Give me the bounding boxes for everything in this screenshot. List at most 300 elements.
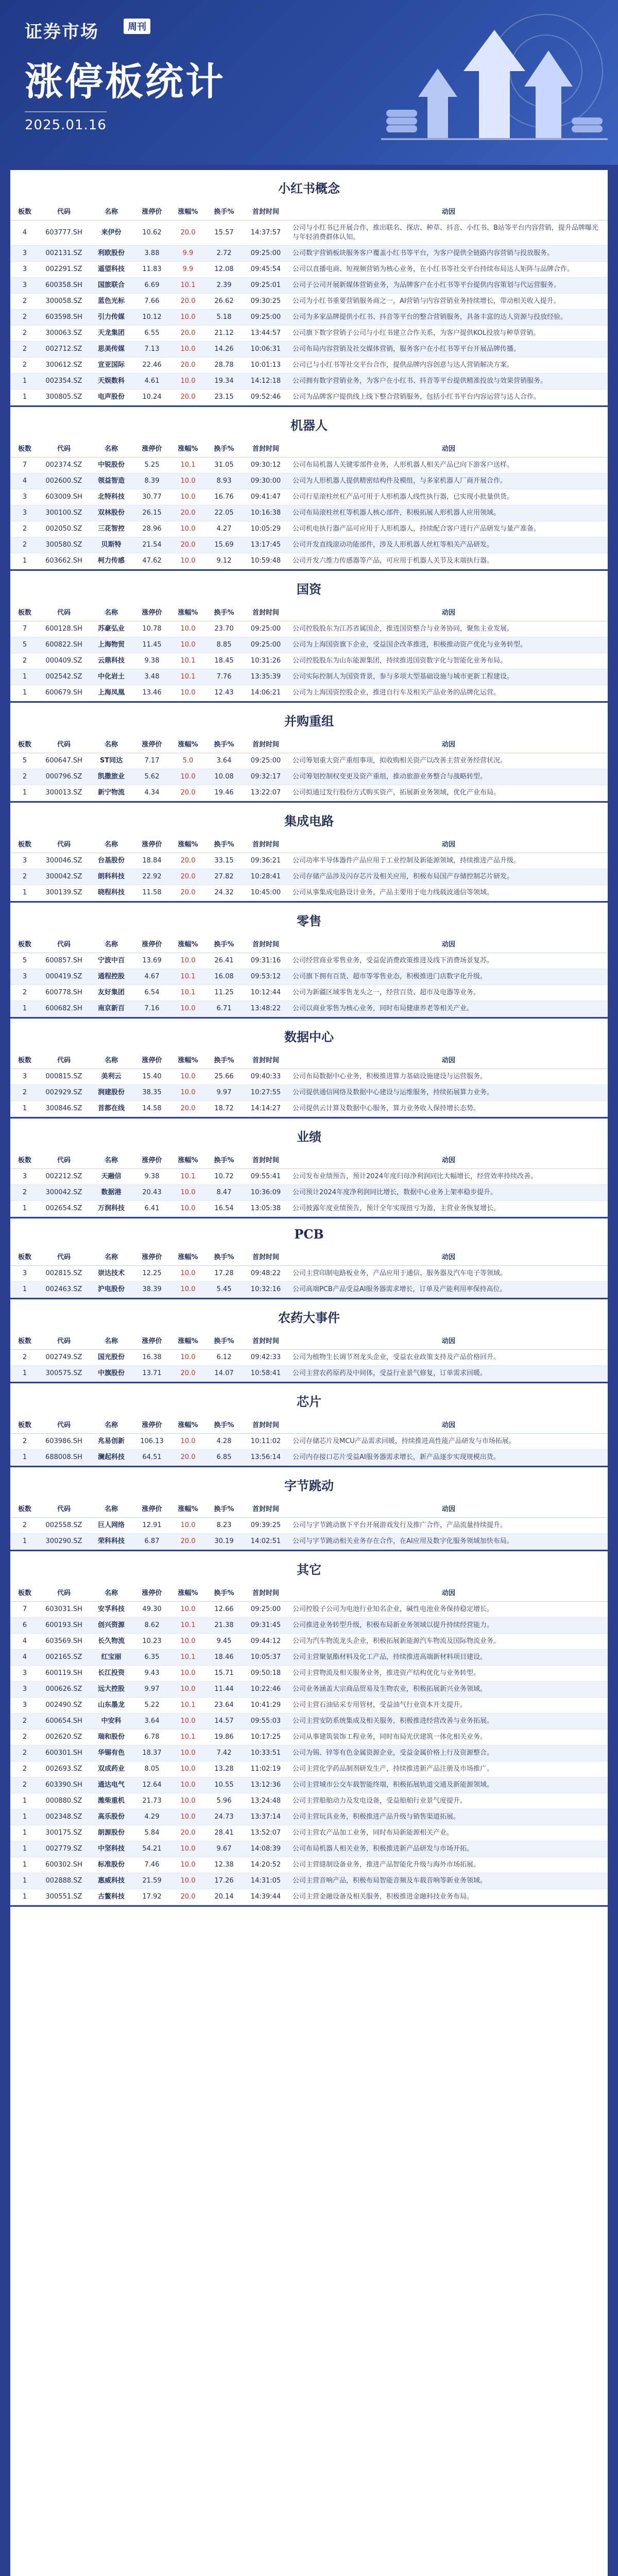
column-header: 首封时间 xyxy=(242,1150,289,1169)
column-header: 动因 xyxy=(289,834,608,853)
stock-name-cell: 思美传媒 xyxy=(89,342,134,358)
limit-price-cell: 20.43 xyxy=(134,1185,170,1201)
gain-pct-cell: 10.0 xyxy=(170,1069,206,1085)
first-seal-time-cell: 09:30:00 xyxy=(242,473,289,489)
limit-price-cell: 38.35 xyxy=(134,1085,170,1101)
stock-name-cell: 天融信 xyxy=(89,1169,134,1185)
reason-cell: 公司布局内容营销及社交媒体营销，服务客户在小红书等平台开展品牌传播。 xyxy=(289,342,608,358)
column-header: 涨幅% xyxy=(170,1331,206,1350)
stock-code-cell: 002600.SZ xyxy=(39,473,89,489)
stock-name-cell: 惠威科技 xyxy=(89,1873,134,1889)
turnover-cell: 19.34 xyxy=(206,374,242,389)
column-header: 动因 xyxy=(289,438,608,457)
stock-name-cell: 华锡有色 xyxy=(89,1745,134,1761)
table-row xyxy=(10,1618,608,1634)
table-row xyxy=(10,358,608,374)
turnover-cell: 21.12 xyxy=(206,326,242,342)
table-row xyxy=(10,1730,608,1745)
column-header: 涨幅% xyxy=(170,438,206,457)
turnover-cell: 8.85 xyxy=(206,637,242,653)
gain-pct-cell: 10.0 xyxy=(170,521,206,537)
limit-price-cell: 22.92 xyxy=(134,869,170,885)
stock-name-cell: 双成药业 xyxy=(89,1761,134,1777)
reason-cell: 公司提供云计算及数据中心服务，算力业务收入保持增长态势。 xyxy=(289,1101,608,1117)
stock-name-cell: 山东墨龙 xyxy=(89,1698,134,1714)
column-header: 名称 xyxy=(89,934,134,953)
table-row xyxy=(10,669,608,685)
column-header: 涨停价 xyxy=(134,1499,170,1518)
column-header: 换手% xyxy=(206,1247,242,1266)
stock-name-cell: 首都在线 xyxy=(89,1101,134,1117)
limit-price-cell: 7.16 xyxy=(134,1001,170,1017)
first-seal-time-cell: 10:31:26 xyxy=(242,653,289,669)
reason-cell: 公司发布业绩预告，预计2024年度归母净利润同比大幅增长，经营效率持续改善。 xyxy=(289,1169,608,1185)
stock-code-cell: 002620.SZ xyxy=(39,1730,89,1745)
column-header: 首封时间 xyxy=(242,1331,289,1350)
first-seal-time-cell: 10:32:16 xyxy=(242,1282,289,1298)
reason-cell: 公司旗下拥有百货、超市等零售业态，积极推进门店数字化升级。 xyxy=(289,969,608,985)
reason-cell: 公司为锡、锌等有色金属资源企业，受益金属价格上行及资源整合。 xyxy=(289,1745,608,1761)
section xyxy=(10,1551,608,1907)
gain-pct-cell: 10.0 xyxy=(170,637,206,653)
board-count-cell: 4 xyxy=(10,1634,39,1650)
first-seal-time-cell: 09:25:00 xyxy=(242,753,289,769)
limit-up-table xyxy=(10,934,608,1017)
gain-pct-cell: 10.0 xyxy=(170,1682,206,1698)
first-seal-time-cell: 09:25:00 xyxy=(242,1602,289,1618)
reason-cell: 公司从事集成电路设计业务，产品主要用于电力线载波通信等领域。 xyxy=(289,885,608,901)
stock-name-cell: 北特科技 xyxy=(89,489,134,505)
stock-name-cell: 凯撒旅业 xyxy=(89,769,134,785)
table-row xyxy=(10,785,608,801)
table-row xyxy=(10,457,608,473)
turnover-cell: 16.54 xyxy=(206,1201,242,1217)
column-header: 动因 xyxy=(289,934,608,953)
gain-pct-cell: 10.0 xyxy=(170,769,206,785)
first-seal-time-cell: 14:12:18 xyxy=(242,374,289,389)
first-seal-time-cell: 13:17:45 xyxy=(242,537,289,553)
stock-name-cell: 数据港 xyxy=(89,1185,134,1201)
stock-name-cell: 双林股份 xyxy=(89,505,134,521)
column-header: 代码 xyxy=(39,1415,89,1434)
first-seal-time-cell: 09:48:22 xyxy=(242,1266,289,1282)
reason-cell: 公司为植物生长调节剂龙头企业，受益农业政策支持及产品价格回升。 xyxy=(289,1350,608,1366)
limit-price-cell: 10.62 xyxy=(134,221,170,246)
board-count-cell: 5 xyxy=(10,753,39,769)
stock-name-cell: 润建股份 xyxy=(89,1085,134,1101)
table-row xyxy=(10,1873,608,1889)
limit-price-cell: 12.91 xyxy=(134,1518,170,1534)
column-header: 名称 xyxy=(89,1331,134,1350)
section-title: 字节跳动 xyxy=(284,1478,334,1493)
board-count-cell: 6 xyxy=(10,1618,39,1634)
turnover-cell: 27.82 xyxy=(206,869,242,885)
reason-cell: 公司旗下数字营销子公司与小红书建立合作关系，为客户提供KOL投放与种草营销。 xyxy=(289,326,608,342)
board-count-cell: 2 xyxy=(10,653,39,669)
board-count-cell: 3 xyxy=(10,1666,39,1682)
limit-price-cell: 6.78 xyxy=(134,1730,170,1745)
column-header: 涨幅% xyxy=(170,1499,206,1518)
reason-cell: 公司主营石油钻采专用管材，受益油气行业资本开支提升。 xyxy=(289,1698,608,1714)
stock-code-cell: 002348.SZ xyxy=(39,1809,89,1825)
first-seal-time-cell: 10:12:44 xyxy=(242,985,289,1001)
limit-up-table xyxy=(10,734,608,801)
gain-pct-cell: 20.0 xyxy=(170,358,206,374)
limit-price-cell: 6.55 xyxy=(134,326,170,342)
limit-price-cell: 106.13 xyxy=(134,1434,170,1450)
column-header: 涨幅% xyxy=(170,1415,206,1434)
stock-name-cell: 贝斯特 xyxy=(89,537,134,553)
limit-price-cell: 7.13 xyxy=(134,342,170,358)
gain-pct-cell: 20.0 xyxy=(170,1450,206,1466)
first-seal-time-cell: 09:32:17 xyxy=(242,769,289,785)
table-header-row xyxy=(10,1415,608,1434)
stock-code-cell: 000880.SZ xyxy=(39,1793,89,1809)
stock-name-cell: 天龙集团 xyxy=(89,326,134,342)
stock-code-cell: 002779.SZ xyxy=(39,1841,89,1857)
table-row xyxy=(10,1185,608,1201)
column-header: 涨停价 xyxy=(134,834,170,853)
board-count-cell: 1 xyxy=(10,885,39,901)
gain-pct-cell: 10.1 xyxy=(170,1730,206,1745)
column-header: 涨停价 xyxy=(134,1583,170,1602)
gain-pct-cell: 10.1 xyxy=(170,457,206,473)
table-row xyxy=(10,869,608,885)
turnover-cell: 18.45 xyxy=(206,653,242,669)
first-seal-time-cell: 13:44:57 xyxy=(242,326,289,342)
table-row xyxy=(10,1698,608,1714)
first-seal-time-cell: 13:37:14 xyxy=(242,1809,289,1825)
board-count-cell: 2 xyxy=(10,1714,39,1730)
gain-pct-cell: 10.0 xyxy=(170,1350,206,1366)
table-header-row xyxy=(10,1331,608,1350)
turnover-cell: 18.46 xyxy=(206,1650,242,1666)
turnover-cell: 33.15 xyxy=(206,853,242,869)
turnover-cell: 15.57 xyxy=(206,221,242,246)
stock-code-cell: 600128.SH xyxy=(39,621,89,637)
column-header: 涨停价 xyxy=(134,1150,170,1169)
stock-name-cell: 创兴资源 xyxy=(89,1618,134,1634)
stock-name-cell: 三花智控 xyxy=(89,521,134,537)
reason-cell: 公司布局数据中心业务，积极推进算力基础设施建设与运营服务。 xyxy=(289,1069,608,1085)
first-seal-time-cell: 13:22:07 xyxy=(242,785,289,801)
gain-pct-cell: 10.0 xyxy=(170,1714,206,1730)
board-count-cell: 2 xyxy=(10,869,39,885)
column-header: 涨停价 xyxy=(134,734,170,753)
stock-code-cell: 002291.SZ xyxy=(39,262,89,278)
column-header: 首封时间 xyxy=(242,1583,289,1602)
table-row xyxy=(10,1266,608,1282)
column-header: 代码 xyxy=(39,834,89,853)
turnover-cell: 25.66 xyxy=(206,1069,242,1085)
stock-name-cell: 国光股份 xyxy=(89,1350,134,1366)
stock-name-cell: 古鳌科技 xyxy=(89,1889,134,1905)
turnover-cell: 10.08 xyxy=(206,769,242,785)
stock-code-cell: 300290.SZ xyxy=(39,1534,89,1550)
first-seal-time-cell: 09:40:33 xyxy=(242,1069,289,1085)
board-count-cell: 1 xyxy=(10,1841,39,1857)
column-header: 代码 xyxy=(39,1150,89,1169)
section-title: 农药大事件 xyxy=(278,1310,340,1325)
board-count-cell: 1 xyxy=(10,1366,39,1382)
column-header: 涨幅% xyxy=(170,1150,206,1169)
column-header: 涨幅% xyxy=(170,201,206,221)
table-row xyxy=(10,1069,608,1085)
stock-code-cell: 000419.SZ xyxy=(39,969,89,985)
table-row xyxy=(10,294,608,310)
stock-code-cell: 002542.SZ xyxy=(39,669,89,685)
turnover-cell: 16.76 xyxy=(206,489,242,505)
column-header: 换手% xyxy=(206,1415,242,1434)
table-row xyxy=(10,1825,608,1841)
first-seal-time-cell: 09:52:46 xyxy=(242,389,289,405)
column-header: 换手% xyxy=(206,934,242,953)
board-count-cell: 2 xyxy=(10,326,39,342)
table-row xyxy=(10,685,608,701)
reason-cell: 公司预计2024年度净利润同比增长，数据中心业务上架率稳步提升。 xyxy=(289,1185,608,1201)
gain-pct-cell: 10.0 xyxy=(170,489,206,505)
limit-price-cell: 26.15 xyxy=(134,505,170,521)
section-title: 业绩 xyxy=(297,1129,321,1144)
stock-code-cell: 603031.SH xyxy=(39,1602,89,1618)
column-header: 名称 xyxy=(89,602,134,621)
turnover-cell: 31.05 xyxy=(206,457,242,473)
table-row xyxy=(10,953,608,969)
table-row xyxy=(10,326,608,342)
turnover-cell: 9.45 xyxy=(206,1634,242,1650)
column-header: 动因 xyxy=(289,1415,608,1434)
reason-cell: 公司功率半导体器件产品应用于工业控制及新能源领域，持续推进产品升级。 xyxy=(289,853,608,869)
board-count-cell: 2 xyxy=(10,310,39,326)
column-header: 代码 xyxy=(39,734,89,753)
first-seal-time-cell: 14:20:52 xyxy=(242,1857,289,1873)
brand-tag: 周刊 xyxy=(124,19,150,34)
limit-price-cell: 10.12 xyxy=(134,310,170,326)
stock-code-cell: 600679.SH xyxy=(39,685,89,701)
limit-price-cell: 4.67 xyxy=(134,969,170,985)
table-row xyxy=(10,389,608,405)
reason-cell: 公司与字节跳动旗下平台开展游戏发行及推广合作，产品流量持续提升。 xyxy=(289,1518,608,1534)
gain-pct-cell: 10.0 xyxy=(170,1266,206,1282)
first-seal-time-cell: 09:25:00 xyxy=(242,621,289,637)
column-header: 涨停价 xyxy=(134,201,170,221)
stock-name-cell: 朗科科技 xyxy=(89,869,134,885)
limit-price-cell: 21.59 xyxy=(134,1873,170,1889)
stock-code-cell: 300058.SZ xyxy=(39,294,89,310)
board-count-cell: 2 xyxy=(10,1730,39,1745)
table-row xyxy=(10,1350,608,1366)
turnover-cell: 13.28 xyxy=(206,1761,242,1777)
reason-cell: 公司已与小红书等社交平台合作，提供品牌内容创意与达人营销解决方案。 xyxy=(289,358,608,374)
column-header: 名称 xyxy=(89,1499,134,1518)
board-count-cell: 1 xyxy=(10,1450,39,1466)
board-count-cell: 2 xyxy=(10,1777,39,1793)
gain-pct-cell: 10.0 xyxy=(170,1761,206,1777)
section-title: 国资 xyxy=(297,582,321,597)
turnover-cell: 12.66 xyxy=(206,1602,242,1618)
table-row xyxy=(10,1841,608,1857)
table-row xyxy=(10,473,608,489)
stock-name-cell: 电声股份 xyxy=(89,389,134,405)
limit-price-cell: 10.78 xyxy=(134,621,170,637)
first-seal-time-cell: 09:45:54 xyxy=(242,262,289,278)
column-header: 名称 xyxy=(89,834,134,853)
limit-price-cell: 3.88 xyxy=(134,246,170,262)
first-seal-time-cell: 10:01:13 xyxy=(242,358,289,374)
stock-name-cell: 中旗股份 xyxy=(89,1366,134,1382)
table-row xyxy=(10,1745,608,1761)
table-row xyxy=(10,262,608,278)
table-header-row xyxy=(10,734,608,753)
table-header-row xyxy=(10,934,608,953)
table-row xyxy=(10,1714,608,1730)
stock-code-cell: 300042.SZ xyxy=(39,869,89,885)
limit-price-cell: 9.43 xyxy=(134,1666,170,1682)
table-row xyxy=(10,553,608,569)
stock-name-cell: 苏豪弘业 xyxy=(89,621,134,637)
column-header: 首封时间 xyxy=(242,1415,289,1434)
column-header: 换手% xyxy=(206,1583,242,1602)
stock-name-cell: 中锐股份 xyxy=(89,457,134,473)
limit-up-table xyxy=(10,1050,608,1117)
reason-cell: 公司控股股东为山东能源集团，持续推进国资数字化与智能化业务布局。 xyxy=(289,653,608,669)
limit-price-cell: 10.23 xyxy=(134,1634,170,1650)
table-row xyxy=(10,1809,608,1825)
limit-up-table xyxy=(10,1415,608,1466)
limit-price-cell: 6.54 xyxy=(134,985,170,1001)
column-header: 动因 xyxy=(289,1050,608,1069)
board-count-cell: 2 xyxy=(10,294,39,310)
column-header: 换手% xyxy=(206,602,242,621)
limit-price-cell: 7.66 xyxy=(134,294,170,310)
table-row xyxy=(10,753,608,769)
limit-price-cell: 4.61 xyxy=(134,374,170,389)
turnover-cell: 15.69 xyxy=(206,537,242,553)
column-header: 动因 xyxy=(289,1583,608,1602)
board-count-cell: 1 xyxy=(10,1825,39,1841)
table-row xyxy=(10,1282,608,1298)
section xyxy=(10,903,608,1019)
table-row xyxy=(10,1650,608,1666)
first-seal-time-cell: 11:02:19 xyxy=(242,1761,289,1777)
limit-price-cell: 4.29 xyxy=(134,1809,170,1825)
board-count-cell: 2 xyxy=(10,1761,39,1777)
gain-pct-cell: 10.0 xyxy=(170,310,206,326)
stock-code-cell: 300175.SZ xyxy=(39,1825,89,1841)
reason-cell: 公司从事建筑装饰工程业务，同时布局光伏建筑一体化相关业务。 xyxy=(289,1730,608,1745)
board-count-cell: 1 xyxy=(10,1809,39,1825)
reason-cell: 公司主营玩具业务，积极推进产品升级与销售渠道拓展。 xyxy=(289,1809,608,1825)
reason-cell: 公司为上海国资控股企业，推进自行车及相关产品业务的品牌化运营。 xyxy=(289,685,608,701)
limit-price-cell: 9.38 xyxy=(134,1169,170,1185)
board-count-cell: 1 xyxy=(10,374,39,389)
column-header: 代码 xyxy=(39,1331,89,1350)
limit-up-table xyxy=(10,1247,608,1298)
reason-cell: 公司主营物流及相关服务业务，推进资产结构优化与业务转型。 xyxy=(289,1666,608,1682)
gain-pct-cell: 10.0 xyxy=(170,1777,206,1793)
reason-cell: 公司子公司开展新媒体营销业务，为品牌客户在小红书等平台提供内容策划与代运营服务。 xyxy=(289,278,608,294)
reason-cell: 公司筹划重大资产重组事项，拟收购相关资产以改善主营业务经营状况。 xyxy=(289,753,608,769)
stock-code-cell: 002212.SZ xyxy=(39,1169,89,1185)
column-header: 首封时间 xyxy=(242,834,289,853)
board-count-cell: 2 xyxy=(10,1518,39,1534)
stock-code-cell: 300551.SZ xyxy=(39,1889,89,1905)
stock-name-cell: 晓程科技 xyxy=(89,885,134,901)
column-header: 代码 xyxy=(39,1583,89,1602)
table-row xyxy=(10,521,608,537)
stock-name-cell: 台基股份 xyxy=(89,853,134,869)
stock-code-cell: 002815.SZ xyxy=(39,1266,89,1282)
table-row xyxy=(10,853,608,869)
limit-price-cell: 8.62 xyxy=(134,1618,170,1634)
section xyxy=(10,1467,608,1551)
gain-pct-cell: 10.0 xyxy=(170,621,206,637)
gain-pct-cell: 20.0 xyxy=(170,326,206,342)
turnover-cell: 14.57 xyxy=(206,1714,242,1730)
turnover-cell: 30.19 xyxy=(206,1534,242,1550)
board-count-cell: 3 xyxy=(10,853,39,869)
turnover-cell: 12.43 xyxy=(206,685,242,701)
reason-cell: 公司为品牌客户提供线上线下整合营销服务，包括小红书平台内容运营与达人合作。 xyxy=(289,389,608,405)
reason-cell: 公司主营聚氨酯材料及化工产品，持续推进高端新材料项目建设。 xyxy=(289,1650,608,1666)
limit-price-cell: 21.73 xyxy=(134,1793,170,1809)
board-count-cell: 3 xyxy=(10,278,39,294)
table-row xyxy=(10,1777,608,1793)
turnover-cell: 10.55 xyxy=(206,1777,242,1793)
board-count-cell: 3 xyxy=(10,969,39,985)
stock-name-cell: 领益智造 xyxy=(89,473,134,489)
gain-pct-cell: 9.9 xyxy=(170,246,206,262)
gain-pct-cell: 20.0 xyxy=(170,1534,206,1550)
reason-cell: 公司与字节跳动相关业务存在合作，在AI应用及数字化服务领域加快布局。 xyxy=(289,1534,608,1550)
board-count-cell: 3 xyxy=(10,1069,39,1085)
limit-price-cell: 5.62 xyxy=(134,769,170,785)
stock-code-cell: 000815.SZ xyxy=(39,1069,89,1085)
table-row xyxy=(10,1602,608,1618)
turnover-cell: 14.26 xyxy=(206,342,242,358)
reason-cell: 公司布局机器人关键零部件业务，人形机器人相关产品已向下游客户送样。 xyxy=(289,457,608,473)
first-seal-time-cell: 09:41:47 xyxy=(242,489,289,505)
table-row xyxy=(10,1366,608,1382)
table-header-row xyxy=(10,1150,608,1169)
stock-code-cell: 300046.SZ xyxy=(39,853,89,869)
board-count-cell: 2 xyxy=(10,1085,39,1101)
limit-price-cell: 9.97 xyxy=(134,1682,170,1698)
first-seal-time-cell: 09:25:00 xyxy=(242,637,289,653)
table-row xyxy=(10,246,608,262)
stock-code-cell: 002490.SZ xyxy=(39,1698,89,1714)
limit-price-cell: 47.62 xyxy=(134,553,170,569)
stock-code-cell: 002749.SZ xyxy=(39,1350,89,1366)
gain-pct-cell: 9.9 xyxy=(170,262,206,278)
first-seal-time-cell: 09:30:25 xyxy=(242,294,289,310)
table-row xyxy=(10,885,608,901)
first-seal-time-cell: 09:36:21 xyxy=(242,853,289,869)
stock-name-cell: 潍柴重机 xyxy=(89,1793,134,1809)
table-row xyxy=(10,1101,608,1117)
stock-code-cell: 300139.SZ xyxy=(39,885,89,901)
turnover-cell: 28.78 xyxy=(206,358,242,374)
stock-name-cell: 标准股份 xyxy=(89,1857,134,1873)
first-seal-time-cell: 10:36:09 xyxy=(242,1185,289,1201)
column-header: 涨停价 xyxy=(134,1331,170,1350)
gain-pct-cell: 10.0 xyxy=(170,1857,206,1873)
column-header: 换手% xyxy=(206,1150,242,1169)
turnover-cell: 19.86 xyxy=(206,1730,242,1745)
board-count-cell: 2 xyxy=(10,1350,39,1366)
table-row xyxy=(10,969,608,985)
turnover-cell: 6.71 xyxy=(206,1001,242,1017)
